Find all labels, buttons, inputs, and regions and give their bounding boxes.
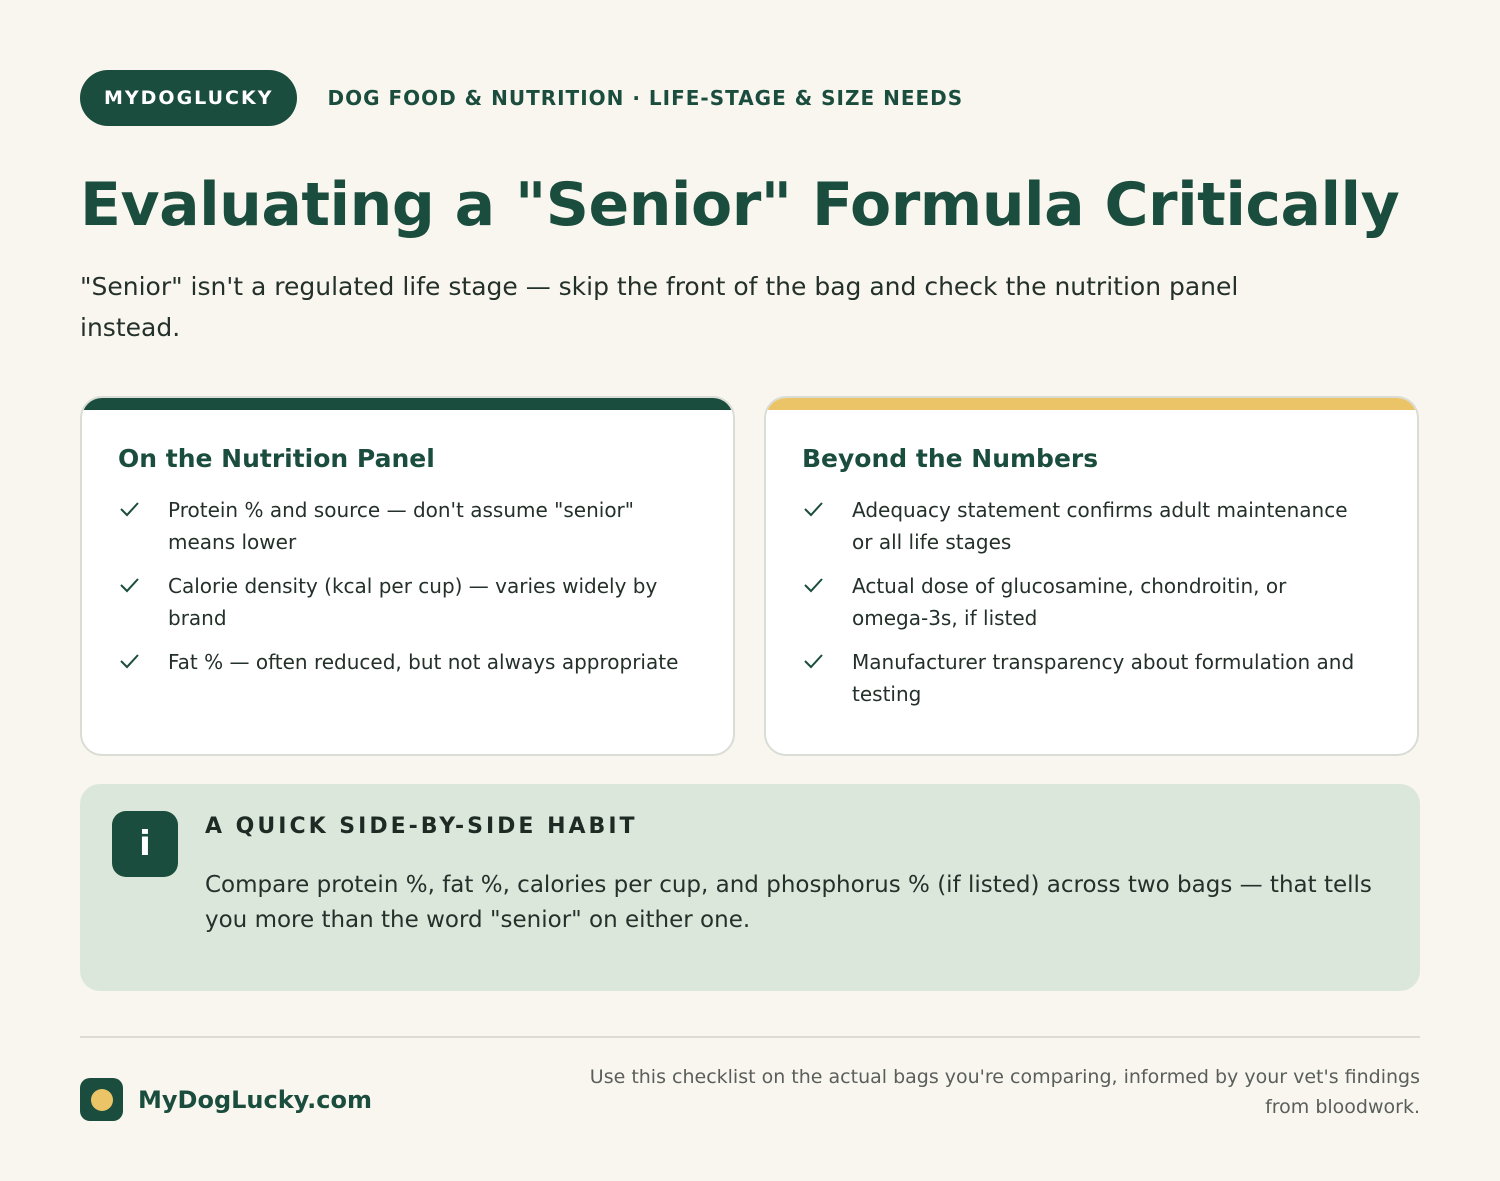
site-name: MyDogLucky.com <box>138 1085 372 1114</box>
checklist-item-text: Calorie density (kcal per cup) — varies widely by brand <box>168 574 658 630</box>
brand-badge: MYDOGLUCKY <box>80 70 297 126</box>
footer-note: Use this checklist on the actual bags you're comparing, informed by your vet's findings from bloodwork. <box>589 1066 1420 1118</box>
callout-body: Compare protein %, fat %, calories per cup, and phosphorus % (if listed) across two bags — that tells you more than the word "senior" on either one. <box>205 872 1372 933</box>
checklist-item <box>118 646 683 678</box>
tip-callout <box>80 784 1420 991</box>
checklist-item-text: Manufacturer transparency about formulation and testing <box>852 650 1355 706</box>
card-accent-bar <box>766 398 1417 410</box>
checkmark-icon <box>802 646 852 674</box>
info-icon: i <box>112 811 178 877</box>
checklist <box>118 494 683 690</box>
checklist-item-text: Fat % — often reduced, but not always appropriate <box>168 650 679 674</box>
footer-divider <box>80 1036 1420 1038</box>
checklist-item <box>802 646 1367 710</box>
checkmark-icon <box>802 570 852 598</box>
logo-dot <box>91 1089 113 1111</box>
checklist <box>802 494 1367 722</box>
page-title: Evaluating a "Senior" Formula Critically <box>80 170 1400 240</box>
page-subtitle: "Senior" isn't a regulated life stage — skip the front of the bag and check the nutrition panel instead. <box>80 272 1239 342</box>
card-accent-bar <box>82 398 733 410</box>
nutrition-panel-card <box>80 396 735 756</box>
card-title: Beyond the Numbers <box>802 444 1099 473</box>
checkmark-icon <box>802 494 852 522</box>
card-title: On the Nutrition Panel <box>118 444 435 473</box>
beyond-numbers-card <box>764 396 1419 756</box>
checklist-item-text: Actual dose of glucosamine, chondroitin, or omega-3s, if listed <box>852 574 1287 630</box>
logo-icon <box>80 1078 123 1121</box>
callout-heading: A QUICK SIDE-BY-SIDE HABIT <box>205 814 638 839</box>
checklist-item <box>118 570 683 634</box>
checkmark-icon <box>118 494 168 522</box>
checklist-item-text: Adequacy statement confirms adult maintenance or all life stages <box>852 498 1348 554</box>
header <box>80 70 963 126</box>
category-label: DOG FOOD & NUTRITION · LIFE-STAGE & SIZE NEEDS <box>327 86 964 110</box>
footer-logo <box>80 1078 372 1121</box>
checklist-item <box>802 570 1367 634</box>
checkmark-icon <box>118 570 168 598</box>
checklist-item <box>118 494 683 558</box>
checklist-item <box>802 494 1367 558</box>
checkmark-icon <box>118 646 168 674</box>
checklist-item-text: Protein % and source — don't assume "senior" means lower <box>168 498 634 554</box>
